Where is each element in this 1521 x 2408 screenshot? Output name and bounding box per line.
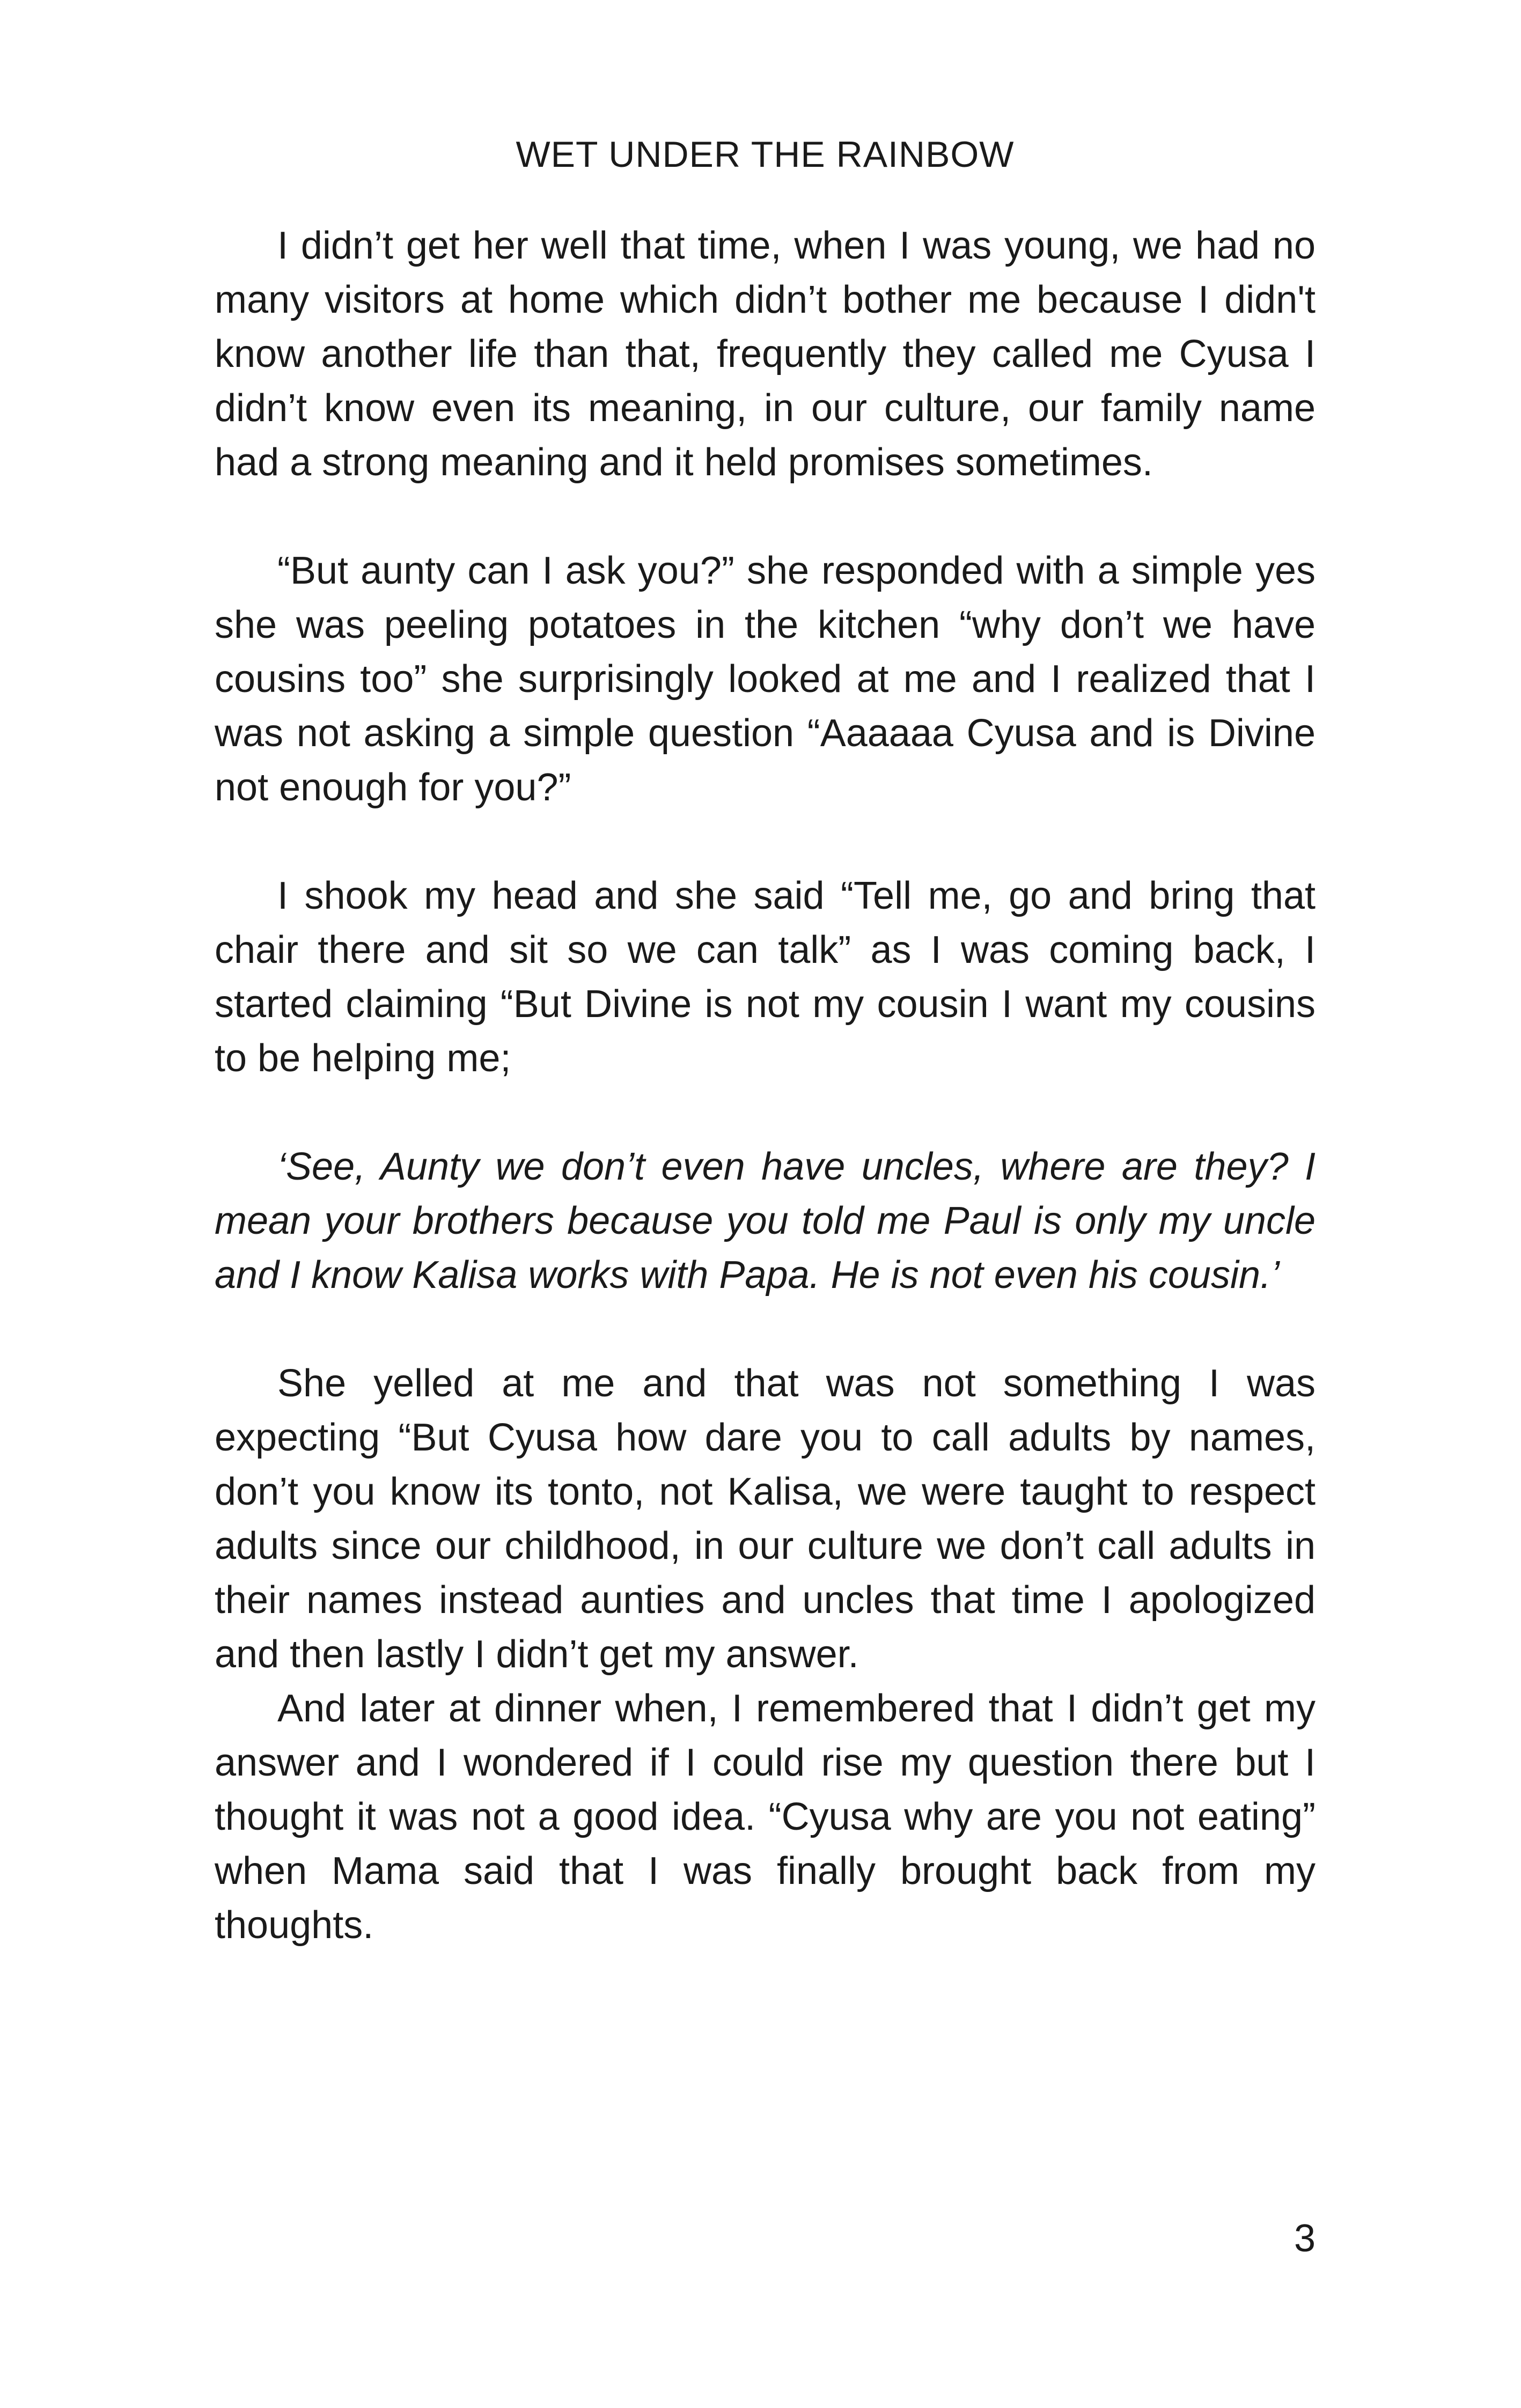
paragraph: And later at dinner when, I remembered that I didn’t get my answer and I wondered if I could rise my question there but I thought it was not a good idea. “Cyusa why are you not eating” when Mama said that I was finally brought back from my thoughts. [215, 1687, 1316, 1947]
paragraph: “But aunty can I ask you?” she responded with a simple yes she was peeling potatoes in the kitchen “why don’t we have cousins too” she surprisingly looked at me and I realized that I was not asking a simple question “Aaaaaa Cyusa and is Divine not enough for you?” [215, 549, 1316, 809]
paragraph: I shook my head and she said “Tell me, go and bring that chair there and sit so we can talk” as I was coming back, I started claiming “But Divine is not my cousin I want my cousins to be helping me; [215, 874, 1316, 1080]
running-head: WET UNDER THE RAINBOW [516, 134, 1015, 175]
paragraph: She yelled at me and that was not something I was expecting “But Cyusa how dare you to call adults by names, don’t you know its tonto, not Kalisa, we were taught to respect adults since our childhood, in our culture we don’t call adults in their names instead aunties and uncles that time I apologized and then lastly I didn’t get my answer. [215, 1362, 1316, 1676]
page-number: 3 [1294, 2217, 1316, 2260]
body-text [215, 219, 1316, 1953]
paragraph: I didn’t get her well that time, when I was young, we had no many visitors at home which didn’t bother me because I didn't know another life than that, frequently they called me Cyusa I didn’t know even its meaning, in our culture, our family name had a strong meaning and it held promises sometimes. [215, 224, 1316, 484]
italic-paragraph: ‘See, Aunty we don’t even have uncles, where are they? I mean your brothers because you told me Paul is only my uncle and I know Kalisa works with Papa. He is not even his cousin.’ [215, 1145, 1316, 1297]
